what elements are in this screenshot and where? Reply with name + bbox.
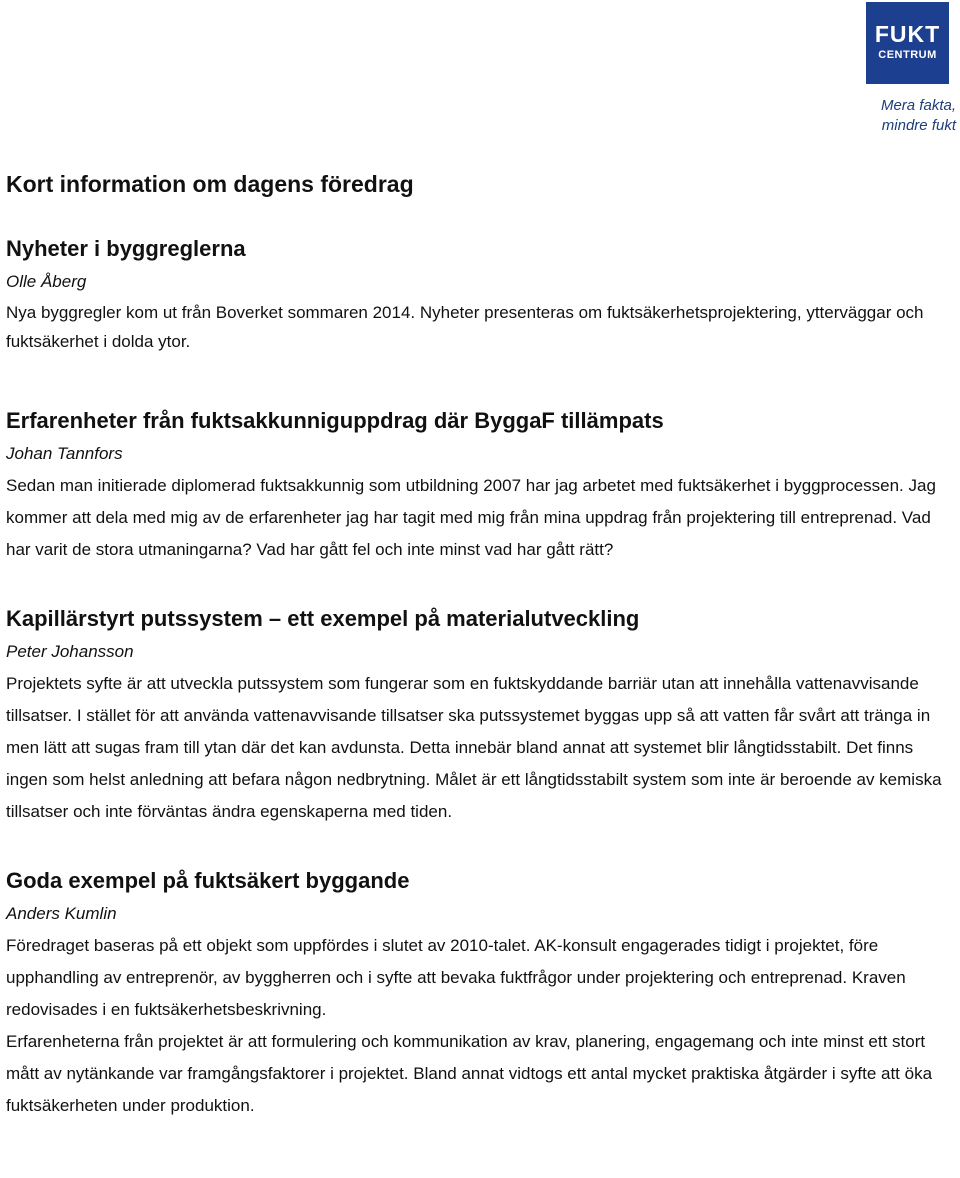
slogan-line-1: Mera fakta, (880, 97, 956, 114)
talk-speaker: Peter Johansson (6, 642, 134, 661)
talk-title: Goda exempel på fuktsäkert byggande (6, 868, 410, 893)
talk-title: Nyheter i byggreglerna (6, 236, 246, 261)
talk-speaker: Olle Åberg (6, 272, 87, 291)
slogan-line-2: mindre fukt (881, 117, 956, 134)
talk-speaker: Johan Tannfors (6, 444, 123, 463)
talk-description: Projektets syfte är att utveckla putssystem som fungerar som en fuktskyddande barriär utan att innehålla vattenavvisande tillsatser. I stället för att använda vattenavvisande tillsatser ska putssystemet byggas upp så att vatten får svårt att tränga in men lätt att sugas fram till ytan där det kan avdunsta. Detta innebär bland annat att systemet blir långtidsstabilt. Det finns ingen som helst anledning att befara någon nedbrytning. Målet är ett långtidsstabilt system som inte är beroende av kemiska tillsatser och inte förväntas ändra egenskaperna med tiden. (6, 674, 942, 821)
talk-section (6, 232, 958, 356)
logo-line-centrum: CENTRUM (878, 49, 937, 61)
talk-section (6, 864, 958, 1122)
talk-title: Erfarenheter från fuktsakkunniguppdrag där ByggaF tillämpats (6, 408, 664, 433)
logo-line-fukt: FUKT (874, 21, 941, 47)
talk-section (6, 404, 958, 566)
talk-description: Sedan man initierade diplomerad fuktsakkunnig som utbildning 2007 har jag arbetet med fuktsäkerhet i byggprocessen. Jag kommer att dela med mig av de erfarenheter jag har tagit med mig från mina uppdrag från projektering till entreprenad. Vad har varit de stora utmaningarna? Vad har gått fel och inte minst vad har gått rätt? (6, 476, 936, 559)
talk-section (6, 602, 958, 828)
document-content (6, 166, 958, 1122)
fuktcentrum-logo (866, 2, 949, 84)
talk-description-continued: Erfarenheterna från projektet är att formulering och kommunikation av krav, planering, engagemang och inte minst ett stort mått av nytänkande var framgångsfaktorer i projektet. Bland annat vidtogs ett antal mycket praktiska åtgärder i syfte att öka fuktsäkerheten under produktion. (6, 1032, 933, 1115)
talk-description: Nya byggregler kom ut från Boverket sommaren 2014. Nyheter presenteras om fuktsäkerhetsprojektering, ytterväggar och fuktsäkerhet i dolda ytor. (6, 303, 924, 351)
talk-title: Kapillärstyrt putssystem – ett exempel på materialutveckling (6, 606, 640, 631)
talk-speaker: Anders Kumlin (6, 904, 117, 923)
logo-slogan (826, 96, 956, 136)
talk-description: Föredraget baseras på ett objekt som uppfördes i slutet av 2010-talet. AK-konsult engagerades tidigt i projektet, före upphandling av entreprenör, av byggherren och i syfte att bevaka fuktfrågor under projektering och entreprenad. Kraven redovisades i en fuktsäkerhetsbeskrivning. (6, 936, 906, 1019)
page-title: Kort information om dagens föredrag (6, 171, 414, 197)
